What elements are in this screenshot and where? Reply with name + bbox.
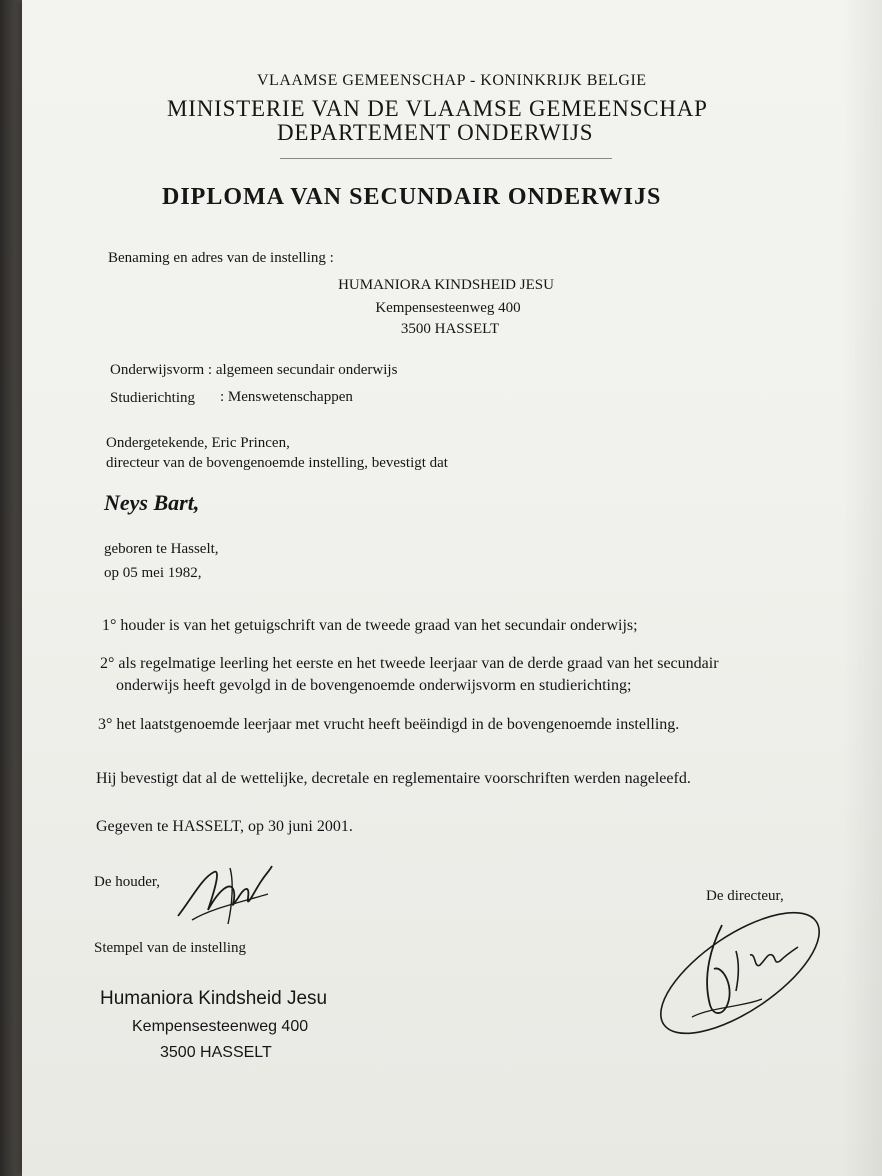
confirmation-text: Hij bevestigt dat al de wettelijke, decretale en reglementaire voorschriften werden nageleefd.	[96, 770, 691, 787]
clause-2-line-1: 2° als regelmatige leerling het eerste en het tweede leerjaar van de derde graad van het secundair	[100, 655, 719, 672]
director-signature-label: De directeur,	[706, 888, 784, 904]
given-place-date: Gegeven te HASSELT, op 30 juni 2001.	[96, 818, 353, 835]
header-divider	[280, 158, 612, 159]
holder-name: Neys Bart,	[104, 490, 200, 515]
community-header: VLAAMSE GEMEENSCHAP - KONINKRIJK BELGIE	[257, 72, 647, 89]
study-direction-label: Studierichting	[110, 390, 195, 406]
diploma-document	[22, 0, 882, 1176]
document-title: DIPLOMA VAN SECUNDAIR ONDERWIJS	[162, 184, 662, 210]
clause-2-line-2: onderwijs heeft gevolgd in de bovengenoemde onderwijsvorm en studierichting;	[116, 677, 632, 694]
stamp-city: 3500 HASSELT	[160, 1044, 272, 1061]
institution-label: Benaming en adres van de instelling :	[108, 250, 334, 266]
signatory-line-2: directeur van de bovengenoemde instelling, bevestigt dat	[106, 455, 448, 471]
study-direction-value: : Menswetenschappen	[220, 389, 353, 405]
holder-signature	[172, 858, 282, 938]
director-signature	[652, 895, 832, 1045]
holder-birthplace: geboren te Hasselt,	[104, 541, 219, 557]
ministry-header: MINISTERIE VAN DE VLAAMSE GEMEENSCHAP	[167, 96, 708, 121]
institution-city: 3500 HASSELT	[400, 321, 500, 337]
education-form: Onderwijsvorm : algemeen secundair onderwijs	[110, 362, 398, 378]
holder-signature-label: De houder,	[94, 874, 161, 890]
institution-street: Kempensesteenweg 400	[375, 300, 521, 316]
stamp-institution-name: Humaniora Kindsheid Jesu	[100, 988, 328, 1009]
clause-3: 3° het laatstgenoemde leerjaar met vrucht heeft beëindigd in de bovengenoemde instelling.	[98, 716, 680, 733]
signatory-line-1: Ondergetekende, Eric Princen,	[106, 435, 290, 451]
clause-1: 1° houder is van het getuigschrift van de tweede graad van het secundair onderwijs;	[102, 617, 638, 634]
stamp-label: Stempel van de instelling	[94, 940, 247, 956]
holder-birthdate: op 05 mei 1982,	[104, 565, 202, 581]
stamp-street: Kempensesteenweg 400	[132, 1018, 309, 1035]
page-shadow	[842, 0, 882, 1176]
department-header: DEPARTEMENT ONDERWIJS	[277, 120, 594, 145]
institution-name: HUMANIORA KINDSHEID JESU	[338, 277, 554, 293]
